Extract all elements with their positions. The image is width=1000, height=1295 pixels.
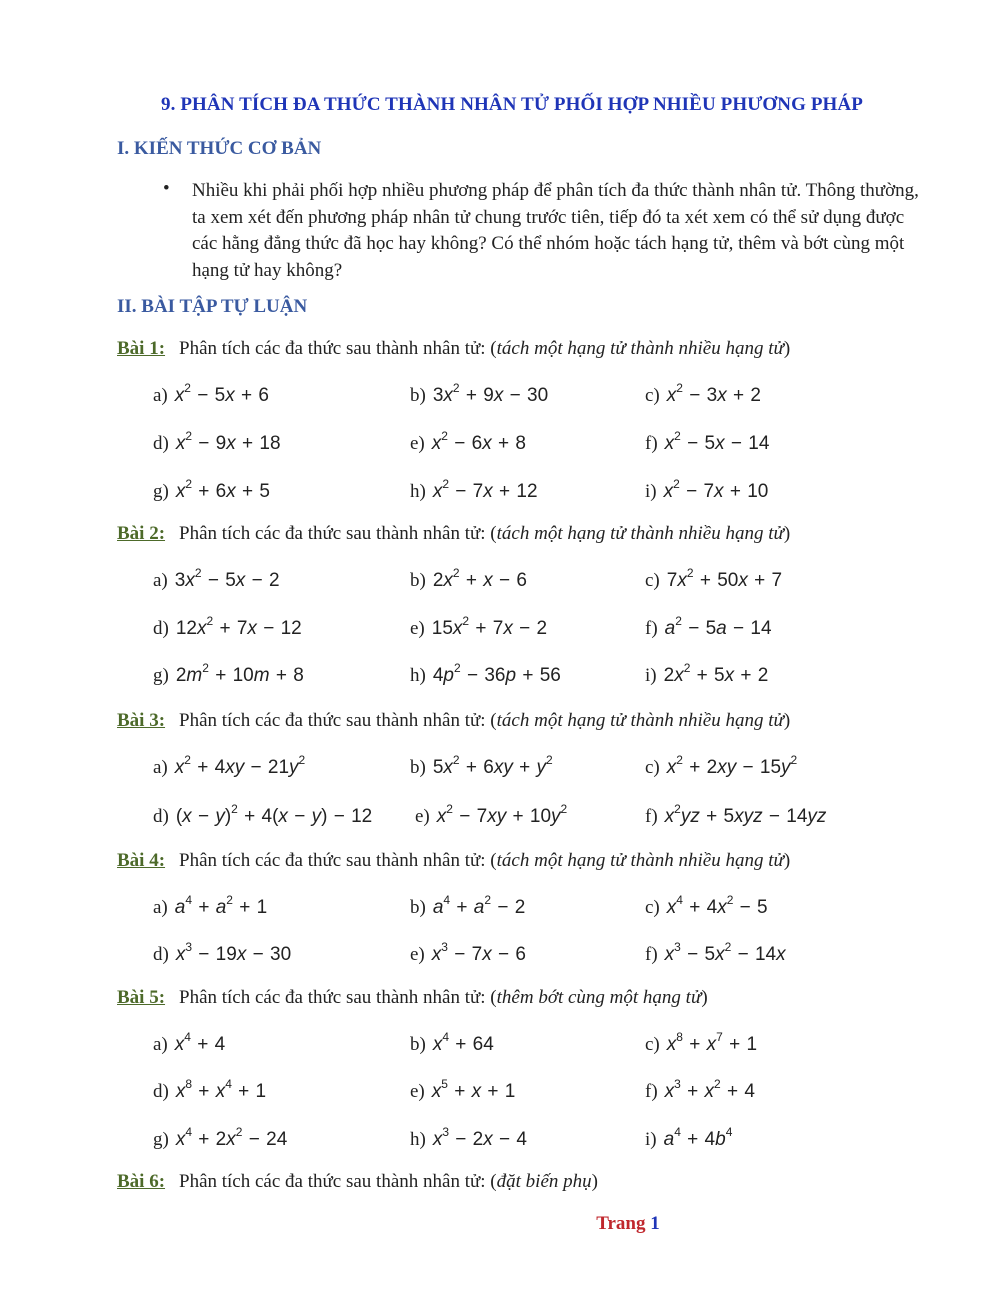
exercise-close: ) [783,710,791,731]
problem-item: d) $x^8 + x^4 + 1$ [153,1077,267,1102]
problem-item: d) $x^3 - 19x - 30$ [153,940,292,965]
problem-item: d) $x^2 - 9x + 18$ [153,429,281,454]
exercise-label: Bài 6: [117,1171,166,1192]
exercise-label: Bài 1: [117,338,166,359]
bullet-item [160,178,920,284]
exercise-method: tách một hạng tử thành nhiều hạng tử [496,850,784,871]
expression: $x^2 - 6x + 8$ [431,429,526,454]
expression: $7x^2 + 50x + 7$ [666,566,783,591]
problem-item: d) $(x - y)^2 + 4(x - y) - 12$ [153,802,373,827]
expression: $x^3 + x^2 + 4$ [664,1077,755,1102]
expression: $x^8 + x^7 + 1$ [666,1030,758,1055]
problem-item: h) $x^2 - 7x + 12$ [410,477,538,502]
expression: $x^2 - 9x + 18$ [175,429,281,454]
problem-item: c) $x^2 + 2xy - 15y^2$ [645,753,798,778]
exercise-label: Bài 3: [117,710,166,731]
expression: $x^2 - 5x + 6$ [174,381,269,406]
exercise-method: tách một hạng tử thành nhiều hạng tử [496,710,784,731]
exercise-heading [117,1171,598,1193]
problem-item: h) $4p^2 - 36p + 56$ [410,661,561,686]
expression: $2x^2 + 5x + 2$ [663,661,769,686]
expression: $x^2 - 7x + 12$ [432,477,538,502]
expression: $4p^2 - 36p + 56$ [432,661,561,686]
exercise-instruction: Phân tích các đa thức sau thành nhân tử: ( [179,1171,497,1192]
problem-item: f) $a^2 - 5a - 14$ [645,614,772,639]
exercise-method: đặt biến phụ [496,1171,592,1192]
exercise-heading [117,987,708,1009]
exercise-heading [117,710,790,732]
exercise-method: thêm bớt cùng một hạng tử [496,987,702,1008]
exercise-instruction: Phân tích các đa thức sau thành nhân tử: ( [179,338,497,359]
page-number: 1 [650,1213,660,1234]
problem-item: b) $5x^2 + 6xy + y^2$ [410,753,553,778]
problem-item: a) $3x^2 - 5x - 2$ [153,566,280,591]
problem-item: i) $2x^2 + 5x + 2$ [645,661,769,686]
problem-item: h) $x^3 - 2x - 4$ [410,1125,528,1150]
exercise-close: ) [701,987,708,1008]
expression: $x^4 + 64$ [432,1030,494,1055]
problem-item: c) $x^4 + 4x^2 - 5$ [645,893,768,918]
problem-item: c) $7x^2 + 50x + 7$ [645,566,783,591]
expression: $x^2yz + 5xyz - 14yz$ [664,802,827,827]
problem-item: g) $x^4 + 2x^2 - 24$ [153,1125,288,1150]
problem-item: e) $x^5 + x + 1$ [410,1077,516,1102]
exercise-heading [117,523,790,545]
problem-item: a) $x^2 + 4xy - 21y^2$ [153,753,306,778]
problem-item: f) $x^3 + x^2 + 4$ [645,1077,755,1102]
expression: $2x^2 + x - 6$ [432,566,528,591]
exercise-method: tách một hạng tử thành nhiều hạng tử [496,523,784,544]
expression: $x^8 + x^4 + 1$ [175,1077,267,1102]
expression: $x^4 + 2x^2 - 24$ [175,1125,288,1150]
problem-item: i) $x^2 - 7x + 10$ [645,477,769,502]
exercise-label: Bài 2: [117,523,166,544]
expression: $3x^2 - 5x - 2$ [174,566,280,591]
page-footer [0,1213,1000,1235]
problem-item: b) $2x^2 + x - 6$ [410,566,528,591]
expression: $x^2 + 2xy - 15y^2$ [666,753,798,778]
problem-item: g) $2m^2 + 10m + 8$ [153,661,304,686]
expression: $x^2 - 5x - 14$ [664,429,770,454]
expression: $a^4 + 4b^4$ [663,1125,733,1150]
expression: $x^2 - 7xy + 10y^2$ [436,802,568,827]
problem-item: c) $x^8 + x^7 + 1$ [645,1030,758,1055]
problem-item: a) $x^2 - 5x + 6$ [153,381,269,406]
problem-item: c) $x^2 - 3x + 2$ [645,381,761,406]
bullet-icon: • [163,178,170,199]
expression: $x^4 + 4x^2 - 5$ [666,893,768,918]
problem-item: d) $12x^2 + 7x - 12$ [153,614,302,639]
expression: $x^3 - 19x - 30$ [175,940,292,965]
page-label: Trang [596,1213,646,1234]
exercise-close: ) [783,523,791,544]
expression: $x^4 + 4$ [174,1030,226,1055]
exercise-close: ) [783,850,791,871]
problem-item: e) $x^2 - 7xy + 10y^2$ [415,802,568,827]
problem-item: g) $x^2 + 6x + 5$ [153,477,271,502]
exercise-instruction: Phân tích các đa thức sau thành nhân tử: ( [179,850,497,871]
problem-item: e) $15x^2 + 7x - 2$ [410,614,548,639]
exercise-instruction: Phân tích các đa thức sau thành nhân tử: ( [179,710,497,731]
expression: $a^2 - 5a - 14$ [664,614,772,639]
expression: $12x^2 + 7x - 12$ [175,614,302,639]
problem-item: b) $3x^2 + 9x - 30$ [410,381,549,406]
expression: $(x - y)^2 + 4(x - y) - 12$ [175,802,373,827]
bullet-text: Nhiều khi phải phối hợp nhiều phương pháp để phân tích đa thức thành nhân tử. Thông thường, ta xem xét đến phương pháp nhân tử chung trước tiên, tiếp đó ta xét xem có thể sử dụng được các hằng đẳng thức đã học hay không? Có thể nhóm hoặc tách hạng tử, thêm và bớt cùng một hạng tử hay không? [192,180,919,281]
exercise-method: tách một hạng tử thành nhiều hạng tử [496,338,784,359]
problem-item: a) $x^4 + 4$ [153,1030,226,1055]
page-title: 9. PHÂN TÍCH ĐA THỨC THÀNH NHÂN TỬ PHỐI HỢP NHIỀU PHƯƠNG PHÁP [161,94,863,115]
expression: $a^4 + a^2 + 1$ [174,893,268,918]
expression: $x^3 - 7x - 6$ [431,940,526,965]
expression: $5x^2 + 6xy + y^2$ [432,753,553,778]
expression: $x^2 + 4xy - 21y^2$ [174,753,306,778]
expression: $x^2 + 6x + 5$ [175,477,271,502]
problem-item: i) $a^4 + 4b^4$ [645,1125,733,1150]
problem-item: f) $x^2yz + 5xyz - 14yz$ [645,802,827,827]
exercise-label: Bài 4: [117,850,166,871]
expression: $x^3 - 2x - 4$ [432,1125,528,1150]
problem-item: a) $a^4 + a^2 + 1$ [153,893,268,918]
problem-item: f) $x^3 - 5x^2 - 14x$ [645,940,786,965]
exercise-heading [117,338,790,360]
exercise-close: ) [591,1171,598,1192]
exercise-instruction: Phân tích các đa thức sau thành nhân tử: ( [179,523,497,544]
exercise-instruction: Phân tích các đa thức sau thành nhân tử: ( [179,987,497,1008]
expression: $x^2 - 7x + 10$ [663,477,769,502]
expression: $x^3 - 5x^2 - 14x$ [664,940,786,965]
section-heading-basics: I. KIẾN THỨC CƠ BẢN [117,138,322,159]
section-heading-exercises: II. BÀI TẬP TỰ LUẬN [117,296,308,317]
expression: $x^5 + x + 1$ [431,1077,516,1102]
expression: $3x^2 + 9x - 30$ [432,381,549,406]
problem-item: b) $a^4 + a^2 - 2$ [410,893,526,918]
expression: $15x^2 + 7x - 2$ [431,614,548,639]
exercise-close: ) [783,338,791,359]
expression: $x^2 - 3x + 2$ [666,381,761,406]
problem-item: b) $x^4 + 64$ [410,1030,494,1055]
problem-item: e) $x^3 - 7x - 6$ [410,940,526,965]
exercise-heading [117,850,790,872]
expression: $a^4 + a^2 - 2$ [432,893,526,918]
problem-item: f) $x^2 - 5x - 14$ [645,429,770,454]
exercise-label: Bài 5: [117,987,166,1008]
expression: $2m^2 + 10m + 8$ [175,661,304,686]
problem-item: e) $x^2 - 6x + 8$ [410,429,526,454]
